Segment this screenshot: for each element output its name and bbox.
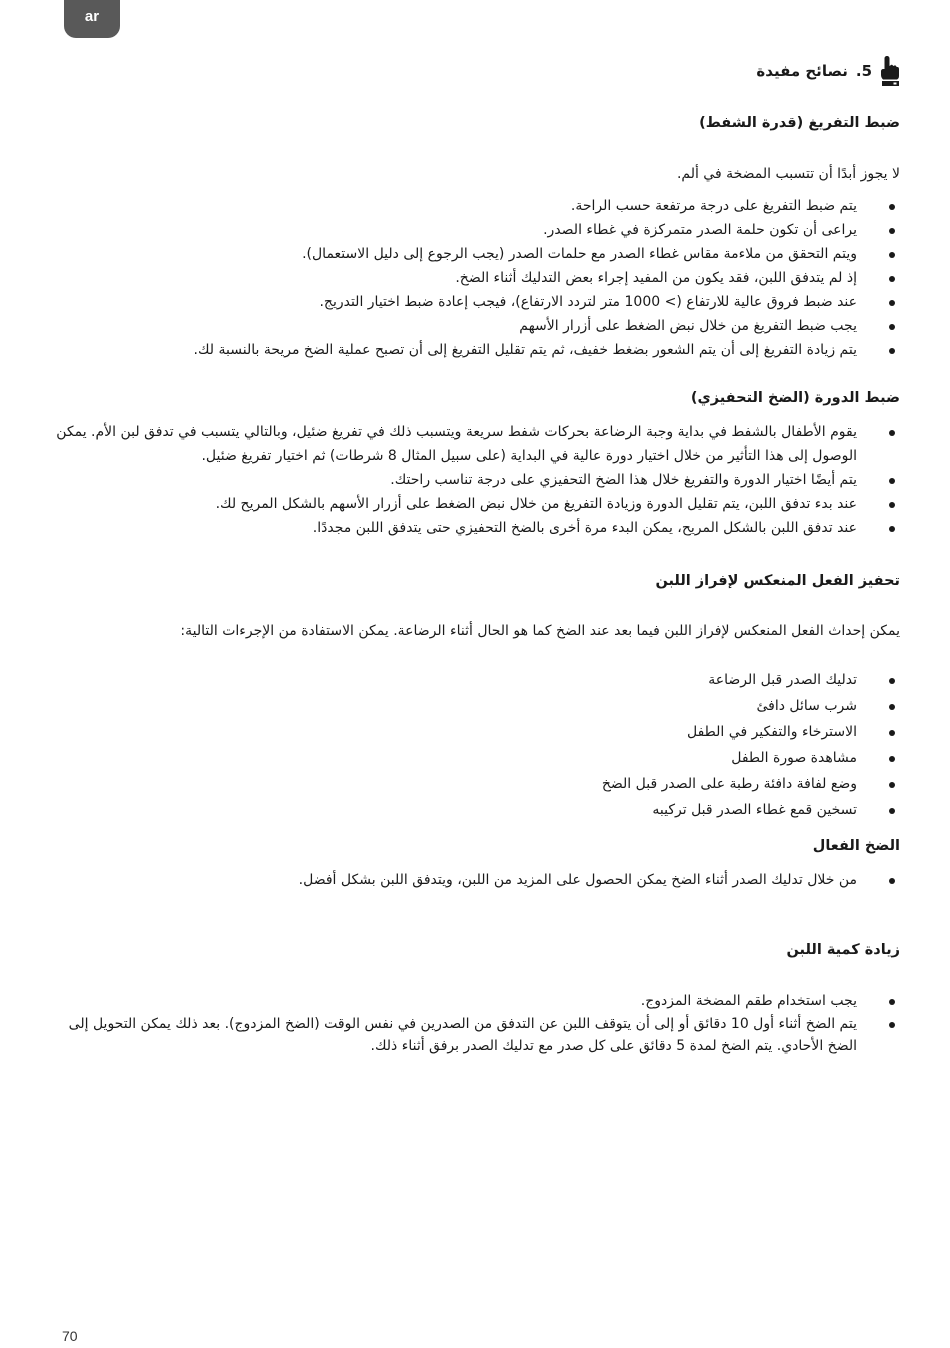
list-item: شرب سائل دافئ: [55, 693, 900, 719]
cycle-section-title: ضبط الدورة (الضخ التحفيزي): [690, 390, 900, 406]
list-item: إذ لم يتدفق اللبن، فقد يكون من المفيد إجراء بعض التدليك أثناء الضخ.: [55, 266, 900, 290]
list-item: تدليك الصدر قبل الرضاعة: [55, 667, 900, 693]
list-item: يجب ضبط التفريغ من خلال نبض الضغط على أزرار الأسهم: [55, 314, 900, 338]
list-item: ويتم التحقق من ملاءمة مقاس غطاء الصدر مع حلمات الصدر (يجب الرجوع إلى دليل الاستعمال).: [55, 242, 900, 266]
page-number: 70: [62, 1328, 78, 1344]
hand-pointer-icon: [880, 55, 900, 87]
list-item: عند بدء تدفق اللبن، يتم تقليل الدورة وزيادة التفريغ من خلال نبض الضغط على أزرار الأسهم بالشكل المريح لك.: [55, 492, 900, 516]
reflex-intro: يمكن إحداث الفعل المنعكس لإفراز اللبن فيما بعد عند الضخ كما هو الحال أثناء الرضاعة. يمكن الاستفادة من الإجرءات التالية:: [180, 623, 900, 639]
suction-section-title: ضبط التفريغ (قدرة الشفط): [699, 115, 900, 131]
list-item: وضع لفافة دافئة رطبة على الصدر قبل الضخ: [55, 771, 900, 797]
reflex-section-title: تحفيز الفعل المنعكس لإفراز اللبن: [655, 573, 900, 589]
main-heading-title: نصائح مفيدة: [756, 62, 848, 80]
list-item: يجب استخدام طقم المضخة المزدوج.: [55, 990, 900, 1013]
list-item: يقوم الأطفال بالشفط في بداية وجبة الرضاعة بحركات شفط سريعة ويتسبب ذلك في تفريغ ضئيل، وبالتالي يتسبب في تدفق لبن الأم. يمكن الوصول إلى هذا التأثير من خلال اختيار دورة عالية في البداية (على سبيل المثال 8 شرطات) ثم اختيار تفريغ ضئيل.: [55, 420, 900, 468]
effective-section-title: الضخ الفعال: [812, 838, 900, 854]
increase-list: [55, 990, 900, 1058]
list-item: من خلال تدليك الصدر أثناء الضخ يمكن الحصول على المزيد من اللبن، ويتدفق اللبن بشكل أفضل.: [55, 868, 900, 892]
increase-section-title: زيادة كمية اللبن: [786, 942, 900, 958]
language-tab: ar: [64, 0, 120, 38]
list-item: يتم زيادة التفريغ إلى أن يتم الشعور بضغط خفيف، ثم يتم تقليل التفريغ إلى أن تصبح عملية الضخ مريحة بالنسبة لك.: [55, 338, 900, 362]
list-item: يتم أيضًا اختيار الدورة والتفريغ خلال هذا الضخ التحفيزي على درجة تناسب راحتك.: [55, 468, 900, 492]
reflex-list: [55, 667, 900, 823]
main-heading-number: 5.: [855, 62, 872, 80]
main-heading: [55, 55, 900, 87]
effective-list: [55, 868, 900, 892]
list-item: عند ضبط فروق عالية للارتفاع (> 1000 متر لتردد الارتفاع)، فيجب إعادة ضبط اختيار التدريج.: [55, 290, 900, 314]
list-item: مشاهدة صورة الطفل: [55, 745, 900, 771]
list-item: يتم ضبط التفريغ على درجة مرتفعة حسب الراحة.: [55, 194, 900, 218]
list-item: يراعى أن تكون حلمة الصدر متمركزة في غطاء الصدر.: [55, 218, 900, 242]
list-item: عند تدفق اللبن بالشكل المريح، يمكن البدء مرة أخرى بالضخ التحفيزي حتى يتدفق اللبن مجددًا.: [55, 516, 900, 540]
suction-intro: لا يجوز أبدًا أن تتسبب المضخة في ألم.: [676, 166, 900, 182]
list-item: يتم الضخ أثناء أول 10 دقائق أو إلى أن يتوقف اللبن عن التدفق من الصدرين في نفس الوقت (الضخ المزدوج). بعد ذلك يمكن التحويل إلى الضخ الأحادي. يتم الضخ لمدة 5 دقائق على كل صدر مع تدليك الصدر برفق أثناء ذلك.: [55, 1013, 900, 1058]
list-item: الاسترخاء والتفكير في الطفل: [55, 719, 900, 745]
suction-list: [55, 194, 900, 362]
list-item: تسخين قمع غطاء الصدر قبل تركيبه: [55, 797, 900, 823]
cycle-list: [55, 420, 900, 540]
